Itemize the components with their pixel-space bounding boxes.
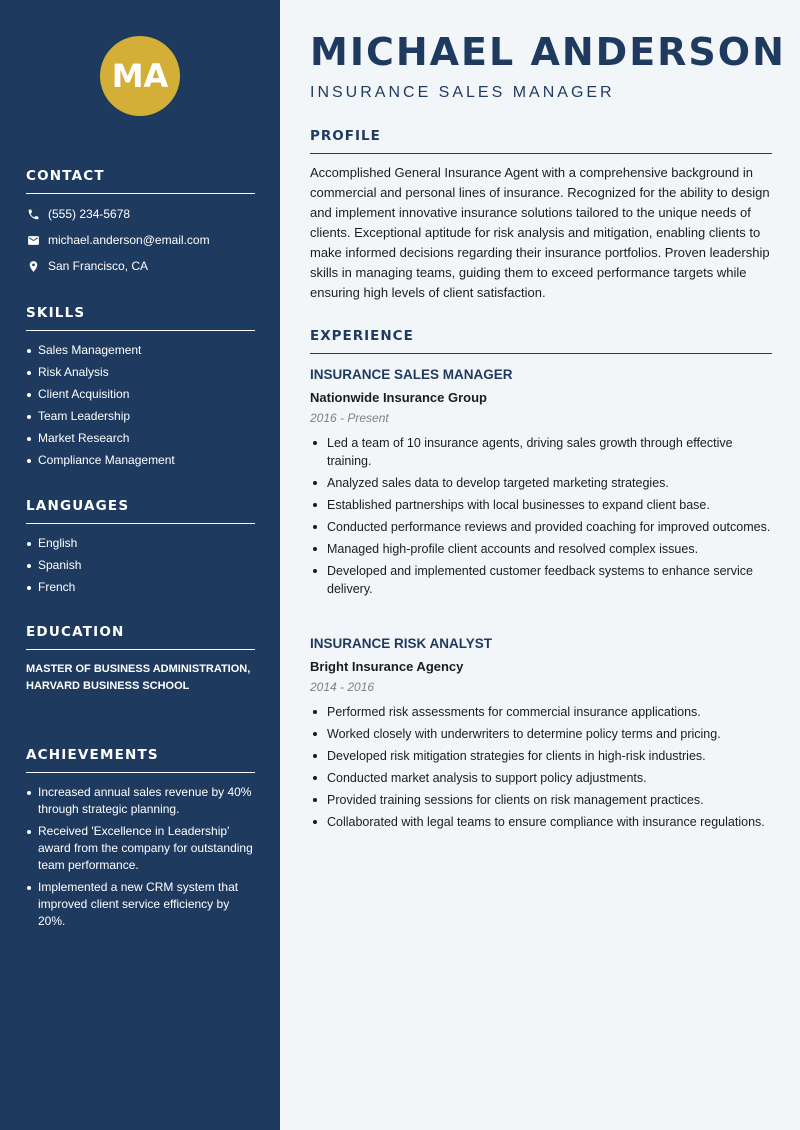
- location-text: San Francisco, CA: [48, 259, 149, 273]
- avatar: MA: [100, 36, 180, 116]
- contact-email: [26, 231, 255, 249]
- candidate-name: MICHAEL ANDERSON: [310, 30, 786, 74]
- skills-section: [26, 305, 255, 474]
- list-item: Conducted performance reviews and provided coaching for improved outcomes.: [310, 518, 772, 536]
- list-item: Developed and implemented customer feedback systems to enhance service delivery.: [310, 562, 772, 598]
- skills-list: [26, 342, 255, 469]
- candidate-title: INSURANCE SALES MANAGER: [310, 84, 615, 101]
- languages-title: LANGUAGES: [26, 498, 255, 524]
- phone-icon: [26, 207, 40, 221]
- list-item: Worked closely with underwriters to determine policy terms and pricing.: [310, 725, 772, 743]
- list-item: Increased annual sales revenue by 40% through strategic planning.: [26, 784, 255, 818]
- list-item: Client Acquisition: [26, 386, 255, 403]
- education-degree: MASTER OF BUSINESS ADMINISTRATION, HARVARD BUSINESS SCHOOL: [26, 663, 251, 692]
- profile-title: PROFILE: [310, 128, 772, 154]
- list-item: Established partnerships with local businesses to expand client base.: [310, 496, 772, 514]
- list-item: Market Research: [26, 430, 255, 447]
- contact-location: [26, 257, 255, 275]
- education-section: [26, 624, 255, 695]
- sidebar: [0, 0, 280, 1130]
- list-item: Compliance Management: [26, 452, 255, 469]
- list-item: Team Leadership: [26, 408, 255, 425]
- list-item: Sales Management: [26, 342, 255, 359]
- contact-title: CONTACT: [26, 168, 255, 194]
- list-item: Developed risk mitigation strategies for clients in high-risk industries.: [310, 747, 772, 765]
- skills-title: SKILLS: [26, 305, 255, 331]
- list-item: Risk Analysis: [26, 364, 255, 381]
- education-title: EDUCATION: [26, 624, 255, 650]
- job-company: Bright Insurance Agency: [310, 659, 464, 674]
- job-role: INSURANCE SALES MANAGER: [310, 367, 513, 382]
- achievements-list: [26, 784, 255, 930]
- job-bullets: [310, 703, 772, 831]
- list-item: Collaborated with legal teams to ensure compliance with insurance regulations.: [310, 813, 772, 831]
- list-item: Performed risk assessments for commercial insurance applications.: [310, 703, 772, 721]
- list-item: Managed high-profile client accounts and resolved complex issues.: [310, 540, 772, 558]
- contact-section: [26, 168, 255, 275]
- profile-text: Accomplished General Insurance Agent with a comprehensive background in commercial and personal lines of insurance. Recognized for the ability to design and implement innovative insurance solutions tailored to the unique needs of clients. Exceptional aptitude for risk analysis and mitigation, enabling clients to make informed decisions regarding their insurance portfolios. Proven leadership skills in managing teams, guiding them to exceed performance targets while ensuring high levels of client satisfaction.: [310, 165, 770, 300]
- achievements-section: [26, 747, 255, 935]
- job-bullets: [310, 434, 772, 598]
- experience-entry: [310, 366, 772, 602]
- job-dates: 2014 - 2016: [310, 680, 375, 694]
- list-item: English: [26, 535, 255, 552]
- job-dates: 2016 - Present: [310, 411, 389, 425]
- list-item: Conducted market analysis to support policy adjustments.: [310, 769, 772, 787]
- list-item: Implemented a new CRM system that improved client service efficiency by 20%.: [26, 879, 255, 930]
- list-item: Spanish: [26, 557, 255, 574]
- languages-list: [26, 535, 255, 596]
- email-icon: [26, 233, 40, 247]
- experience-entry: [310, 635, 772, 835]
- location-pin-icon: [26, 259, 40, 273]
- email-text: michael.anderson@email.com: [48, 233, 210, 247]
- list-item: Provided training sessions for clients on risk management practices.: [310, 791, 772, 809]
- list-item: Analyzed sales data to develop targeted marketing strategies.: [310, 474, 772, 492]
- job-role: INSURANCE RISK ANALYST: [310, 636, 493, 651]
- list-item: French: [26, 579, 255, 596]
- job-company: Nationwide Insurance Group: [310, 390, 487, 405]
- list-item: Received 'Excellence in Leadership' award from the company for outstanding team performance.: [26, 823, 255, 874]
- phone-text: (555) 234-5678: [48, 207, 131, 221]
- experience-title: EXPERIENCE: [310, 328, 772, 354]
- achievements-title: ACHIEVEMENTS: [26, 747, 255, 773]
- list-item: Led a team of 10 insurance agents, driving sales growth through effective training.: [310, 434, 772, 470]
- contact-phone: [26, 205, 255, 223]
- languages-section: [26, 498, 255, 601]
